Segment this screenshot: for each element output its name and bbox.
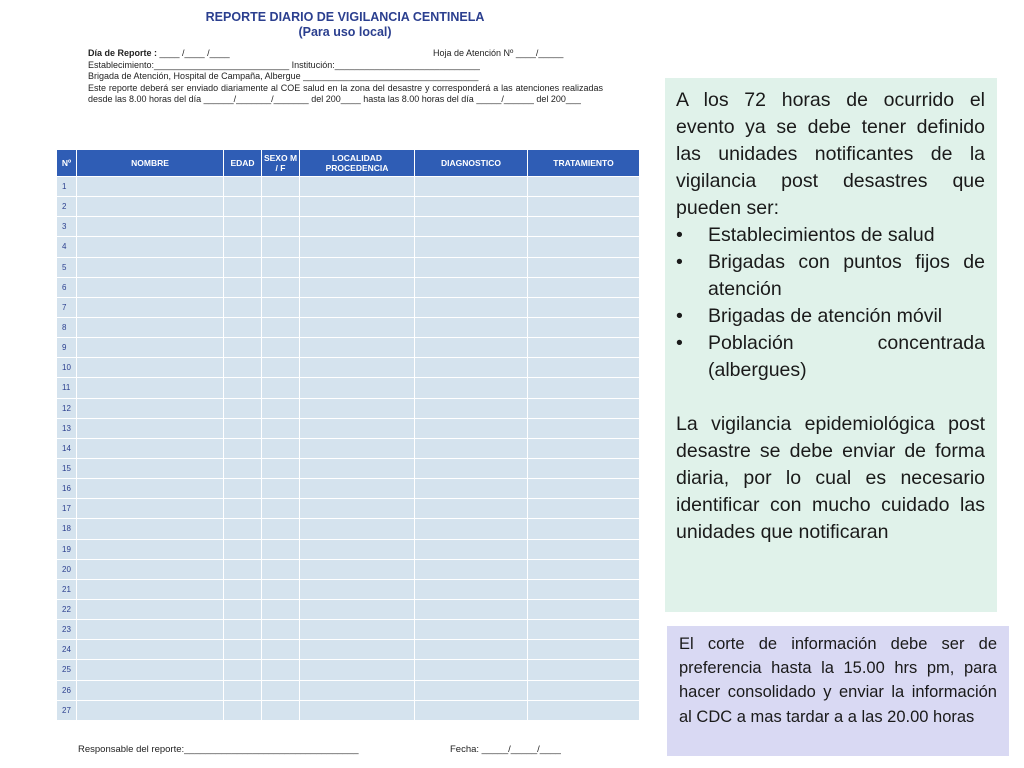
table-cell-name <box>77 499 224 519</box>
table-row <box>57 660 640 680</box>
table-cell-name <box>77 680 224 700</box>
table-cell-sex <box>262 599 300 619</box>
table-cell-diagnosis <box>415 640 528 660</box>
row-number: 1 <box>57 177 77 197</box>
table-cell-locality <box>300 317 415 337</box>
table-cell-age <box>224 479 262 499</box>
table-row <box>57 217 640 237</box>
table-cell-name <box>77 479 224 499</box>
table-cell-locality <box>300 338 415 358</box>
table-cell-name <box>77 398 224 418</box>
table-cell-name <box>77 599 224 619</box>
info-intro: A los 72 horas de ocurrido el evento ya se debe tener definido las unidades notificantes de la vigilancia post desastres que pueden ser: <box>676 89 985 219</box>
table-cell-sex <box>262 197 300 217</box>
table-cell-diagnosis <box>415 378 528 398</box>
table-row <box>57 559 640 579</box>
table-cell-sex <box>262 660 300 680</box>
table-cell-age <box>224 660 262 680</box>
table-cell-sex <box>262 539 300 559</box>
table-cell-name <box>77 458 224 478</box>
table-cell-treatment <box>528 237 640 257</box>
table-cell-name <box>77 640 224 660</box>
table-cell-age <box>224 579 262 599</box>
report-responsible: Responsable del reporte:_________________________________ <box>78 744 359 755</box>
table-cell-name <box>77 297 224 317</box>
table-cell-treatment <box>528 297 640 317</box>
note-box <box>667 626 1009 756</box>
table-cell-name <box>77 217 224 237</box>
table-row <box>57 358 640 378</box>
table-row <box>57 277 640 297</box>
table-cell-age <box>224 317 262 337</box>
list-item-text: Brigadas de atención móvil <box>708 305 943 327</box>
table-cell-sex <box>262 418 300 438</box>
table-cell-diagnosis <box>415 559 528 579</box>
table-cell-sex <box>262 519 300 539</box>
form-title-sub: (Para uso local) <box>298 25 392 39</box>
table-cell-diagnosis <box>415 297 528 317</box>
row-number: 17 <box>57 499 77 519</box>
form-footer <box>78 744 561 755</box>
table-cell-treatment <box>528 277 640 297</box>
table-cell-name <box>77 237 224 257</box>
table-cell-diagnosis <box>415 499 528 519</box>
table-row <box>57 479 640 499</box>
table-cell-sex <box>262 640 300 660</box>
row-number: 21 <box>57 579 77 599</box>
table-cell-diagnosis <box>415 197 528 217</box>
table-header-col-sex: SEXO M / F <box>262 150 300 177</box>
table-row <box>57 519 640 539</box>
table-header-col-number: Nº <box>57 150 77 177</box>
table-row <box>57 197 640 217</box>
table-cell-treatment <box>528 559 640 579</box>
table-cell-locality <box>300 539 415 559</box>
table-cell-name <box>77 660 224 680</box>
table-cell-name <box>77 257 224 277</box>
table-cell-treatment <box>528 700 640 720</box>
list-item-text: Establecimientos de salud <box>708 224 935 246</box>
table-cell-locality <box>300 197 415 217</box>
table-cell-treatment <box>528 257 640 277</box>
table-cell-locality <box>300 237 415 257</box>
table-cell-treatment <box>528 599 640 619</box>
table-cell-sex <box>262 257 300 277</box>
table-cell-treatment <box>528 378 640 398</box>
report-date-footer: Fecha: _____/_____/____ <box>450 744 561 755</box>
table-cell-age <box>224 378 262 398</box>
row-number: 27 <box>57 700 77 720</box>
table-row <box>57 620 640 640</box>
table-cell-age <box>224 559 262 579</box>
table-row <box>57 680 640 700</box>
table-cell-sex <box>262 297 300 317</box>
table-cell-age <box>224 358 262 378</box>
table-cell-treatment <box>528 418 640 438</box>
table-cell-sex <box>262 358 300 378</box>
row-number: 7 <box>57 297 77 317</box>
table-cell-sex <box>262 680 300 700</box>
table-cell-sex <box>262 700 300 720</box>
bullet-icon: • <box>676 224 683 246</box>
table-cell-treatment <box>528 579 640 599</box>
table-row <box>57 640 640 660</box>
table-row <box>57 177 640 197</box>
table-row <box>57 338 640 358</box>
table-cell-locality <box>300 358 415 378</box>
table-cell-sex <box>262 438 300 458</box>
table-cell-name <box>77 700 224 720</box>
table-cell-sex <box>262 217 300 237</box>
table-cell-locality <box>300 297 415 317</box>
table-row <box>57 458 640 478</box>
table-cell-sex <box>262 338 300 358</box>
table-cell-diagnosis <box>415 237 528 257</box>
table-row <box>57 257 640 277</box>
row-number: 8 <box>57 317 77 337</box>
row-number: 26 <box>57 680 77 700</box>
table-cell-sex <box>262 317 300 337</box>
table-cell-name <box>77 177 224 197</box>
table-cell-sex <box>262 559 300 579</box>
table-cell-diagnosis <box>415 338 528 358</box>
table-cell-sex <box>262 277 300 297</box>
list-item-text: Población concentrada (albergues) <box>708 332 985 381</box>
report-date-row <box>88 48 603 60</box>
table-cell-locality <box>300 620 415 640</box>
table-cell-locality <box>300 599 415 619</box>
list-item <box>676 222 985 249</box>
table-cell-treatment <box>528 317 640 337</box>
table-cell-treatment <box>528 620 640 640</box>
row-number: 12 <box>57 398 77 418</box>
table-cell-age <box>224 257 262 277</box>
table-cell-locality <box>300 277 415 297</box>
table-cell-age <box>224 599 262 619</box>
table-cell-locality <box>300 479 415 499</box>
table-cell-diagnosis <box>415 217 528 237</box>
table-cell-sex <box>262 479 300 499</box>
table-cell-diagnosis <box>415 177 528 197</box>
row-number: 2 <box>57 197 77 217</box>
table-cell-treatment <box>528 499 640 519</box>
table-cell-sex <box>262 378 300 398</box>
table-cell-age <box>224 237 262 257</box>
row-number: 10 <box>57 358 77 378</box>
table-cell-treatment <box>528 519 640 539</box>
table-cell-age <box>224 177 262 197</box>
table-cell-name <box>77 317 224 337</box>
table-cell-treatment <box>528 398 640 418</box>
table-row <box>57 378 640 398</box>
table-row <box>57 579 640 599</box>
table-cell-diagnosis <box>415 620 528 640</box>
table-row <box>57 297 640 317</box>
table-cell-diagnosis <box>415 257 528 277</box>
list-item <box>676 303 985 330</box>
table-cell-diagnosis <box>415 479 528 499</box>
table-cell-name <box>77 378 224 398</box>
table-header-col-treatment: TRATAMIENTO <box>528 150 640 177</box>
table-cell-treatment <box>528 660 640 680</box>
establishment-field: Establecimiento:___________________________ Institución:_____________________________ <box>88 59 480 70</box>
table-cell-age <box>224 438 262 458</box>
table-cell-sex <box>262 620 300 640</box>
row-number: 23 <box>57 620 77 640</box>
table-cell-age <box>224 539 262 559</box>
table-cell-sex <box>262 499 300 519</box>
table-cell-age <box>224 640 262 660</box>
table-cell-age <box>224 398 262 418</box>
table-cell-treatment <box>528 197 640 217</box>
table-cell-age <box>224 277 262 297</box>
table-cell-age <box>224 620 262 640</box>
table-cell-name <box>77 519 224 539</box>
table-cell-treatment <box>528 358 640 378</box>
table-cell-diagnosis <box>415 418 528 438</box>
row-number: 15 <box>57 458 77 478</box>
table-cell-age <box>224 197 262 217</box>
table-cell-age <box>224 418 262 438</box>
table-cell-treatment <box>528 479 640 499</box>
bullet-icon: • <box>676 305 683 327</box>
row-number: 5 <box>57 257 77 277</box>
row-number: 9 <box>57 338 77 358</box>
table-body <box>57 177 640 721</box>
brigade-field: Brigada de Atención, Hospital de Campaña, Albergue ___________________________________ <box>88 71 479 82</box>
table-cell-locality <box>300 177 415 197</box>
form-title-main: REPORTE DIARIO DE VIGILANCIA CENTINELA <box>205 10 485 24</box>
spacer <box>676 384 985 411</box>
row-number: 11 <box>57 378 77 398</box>
table-cell-diagnosis <box>415 317 528 337</box>
info-box <box>665 78 997 612</box>
table-cell-locality <box>300 579 415 599</box>
table-cell-name <box>77 338 224 358</box>
table-cell-sex <box>262 398 300 418</box>
table-cell-diagnosis <box>415 277 528 297</box>
row-number: 6 <box>57 277 77 297</box>
table-cell-diagnosis <box>415 519 528 539</box>
bullet-icon: • <box>676 251 683 273</box>
table-cell-treatment <box>528 458 640 478</box>
table-cell-treatment <box>528 438 640 458</box>
table-cell-diagnosis <box>415 680 528 700</box>
table-cell-treatment <box>528 680 640 700</box>
table-header-col-name: NOMBRE <box>77 150 224 177</box>
table-cell-age <box>224 519 262 539</box>
table-header-col-diagnosis: DIAGNOSTICO <box>415 150 528 177</box>
table-cell-diagnosis <box>415 539 528 559</box>
table-header-col-age: EDAD <box>224 150 262 177</box>
row-number: 25 <box>57 660 77 680</box>
table-cell-locality <box>300 559 415 579</box>
table-cell-locality <box>300 640 415 660</box>
table-cell-treatment <box>528 217 640 237</box>
list-item-text: Brigadas con puntos fijos de atención <box>708 251 985 300</box>
table-cell-age <box>224 700 262 720</box>
row-number: 18 <box>57 519 77 539</box>
table-cell-age <box>224 458 262 478</box>
report-date-blanks: ____ /____ /____ <box>159 48 230 58</box>
info-paragraph: La vigilancia epidemiológica post desastre se debe enviar de forma diaria, por lo cual es necesario identificar con mucho cuidado las unidades que notificaran <box>676 413 985 543</box>
table-cell-diagnosis <box>415 700 528 720</box>
table-cell-diagnosis <box>415 398 528 418</box>
row-number: 3 <box>57 217 77 237</box>
table-cell-name <box>77 418 224 438</box>
report-instructions: Este reporte deberá ser enviado diariamente al COE salud en la zona del desastre y corresponderá a las atenciones realizadas desde las 8.00 horas del día ______/_______/_______ del 200____ hasta las 8.00 horas del día _____/______ del 200___ <box>88 82 603 105</box>
table-cell-age <box>224 217 262 237</box>
table-cell-locality <box>300 438 415 458</box>
table-cell-age <box>224 338 262 358</box>
table-row <box>57 237 640 257</box>
table-cell-locality <box>300 378 415 398</box>
form-title <box>150 10 540 40</box>
table-cell-locality <box>300 519 415 539</box>
table-cell-diagnosis <box>415 358 528 378</box>
table-header-row <box>57 150 640 177</box>
table-row <box>57 418 640 438</box>
row-number: 13 <box>57 418 77 438</box>
row-number: 22 <box>57 599 77 619</box>
table-row <box>57 317 640 337</box>
table-cell-sex <box>262 237 300 257</box>
table-cell-name <box>77 358 224 378</box>
table-row <box>57 499 640 519</box>
table-cell-locality <box>300 660 415 680</box>
table-cell-diagnosis <box>415 599 528 619</box>
table-header-col-locality: LOCALIDAD PROCEDENCIA <box>300 150 415 177</box>
row-number: 14 <box>57 438 77 458</box>
list-item <box>676 249 985 303</box>
table-row <box>57 438 640 458</box>
table-cell-sex <box>262 458 300 478</box>
table-cell-age <box>224 297 262 317</box>
table-cell-diagnosis <box>415 438 528 458</box>
form-header <box>88 48 603 106</box>
table-cell-treatment <box>528 640 640 660</box>
note-text: El corte de información debe ser de preferencia hasta la 15.00 hrs pm, para hacer consolidado y enviar la información al CDC a mas tardar a a las 20.00 horas <box>679 635 997 726</box>
table-cell-name <box>77 197 224 217</box>
report-date-label: Día de Reporte : <box>88 48 158 58</box>
table-cell-age <box>224 499 262 519</box>
row-number: 16 <box>57 479 77 499</box>
table-cell-name <box>77 277 224 297</box>
table-cell-age <box>224 680 262 700</box>
table-cell-name <box>77 559 224 579</box>
patient-table <box>56 149 640 721</box>
bullet-icon: • <box>676 332 683 354</box>
table-row <box>57 599 640 619</box>
table-cell-name <box>77 438 224 458</box>
table-cell-name <box>77 539 224 559</box>
table-cell-locality <box>300 680 415 700</box>
row-number: 19 <box>57 539 77 559</box>
row-number: 4 <box>57 237 77 257</box>
table-cell-diagnosis <box>415 660 528 680</box>
table-row <box>57 700 640 720</box>
table-cell-diagnosis <box>415 458 528 478</box>
list-item <box>676 330 985 384</box>
table-cell-treatment <box>528 539 640 559</box>
table-cell-locality <box>300 700 415 720</box>
notifying-units-list <box>676 222 985 384</box>
table-cell-name <box>77 579 224 599</box>
table-cell-treatment <box>528 338 640 358</box>
attention-sheet-number: Hoja de Atención Nº ____/_____ <box>433 48 564 58</box>
row-number: 20 <box>57 559 77 579</box>
table-cell-locality <box>300 458 415 478</box>
table-cell-locality <box>300 418 415 438</box>
table-cell-sex <box>262 579 300 599</box>
table-cell-sex <box>262 177 300 197</box>
table-cell-name <box>77 620 224 640</box>
table-row <box>57 398 640 418</box>
table-cell-treatment <box>528 177 640 197</box>
table-cell-diagnosis <box>415 579 528 599</box>
table-cell-locality <box>300 398 415 418</box>
table-cell-locality <box>300 217 415 237</box>
table-cell-locality <box>300 257 415 277</box>
table-cell-locality <box>300 499 415 519</box>
row-number: 24 <box>57 640 77 660</box>
table-row <box>57 539 640 559</box>
